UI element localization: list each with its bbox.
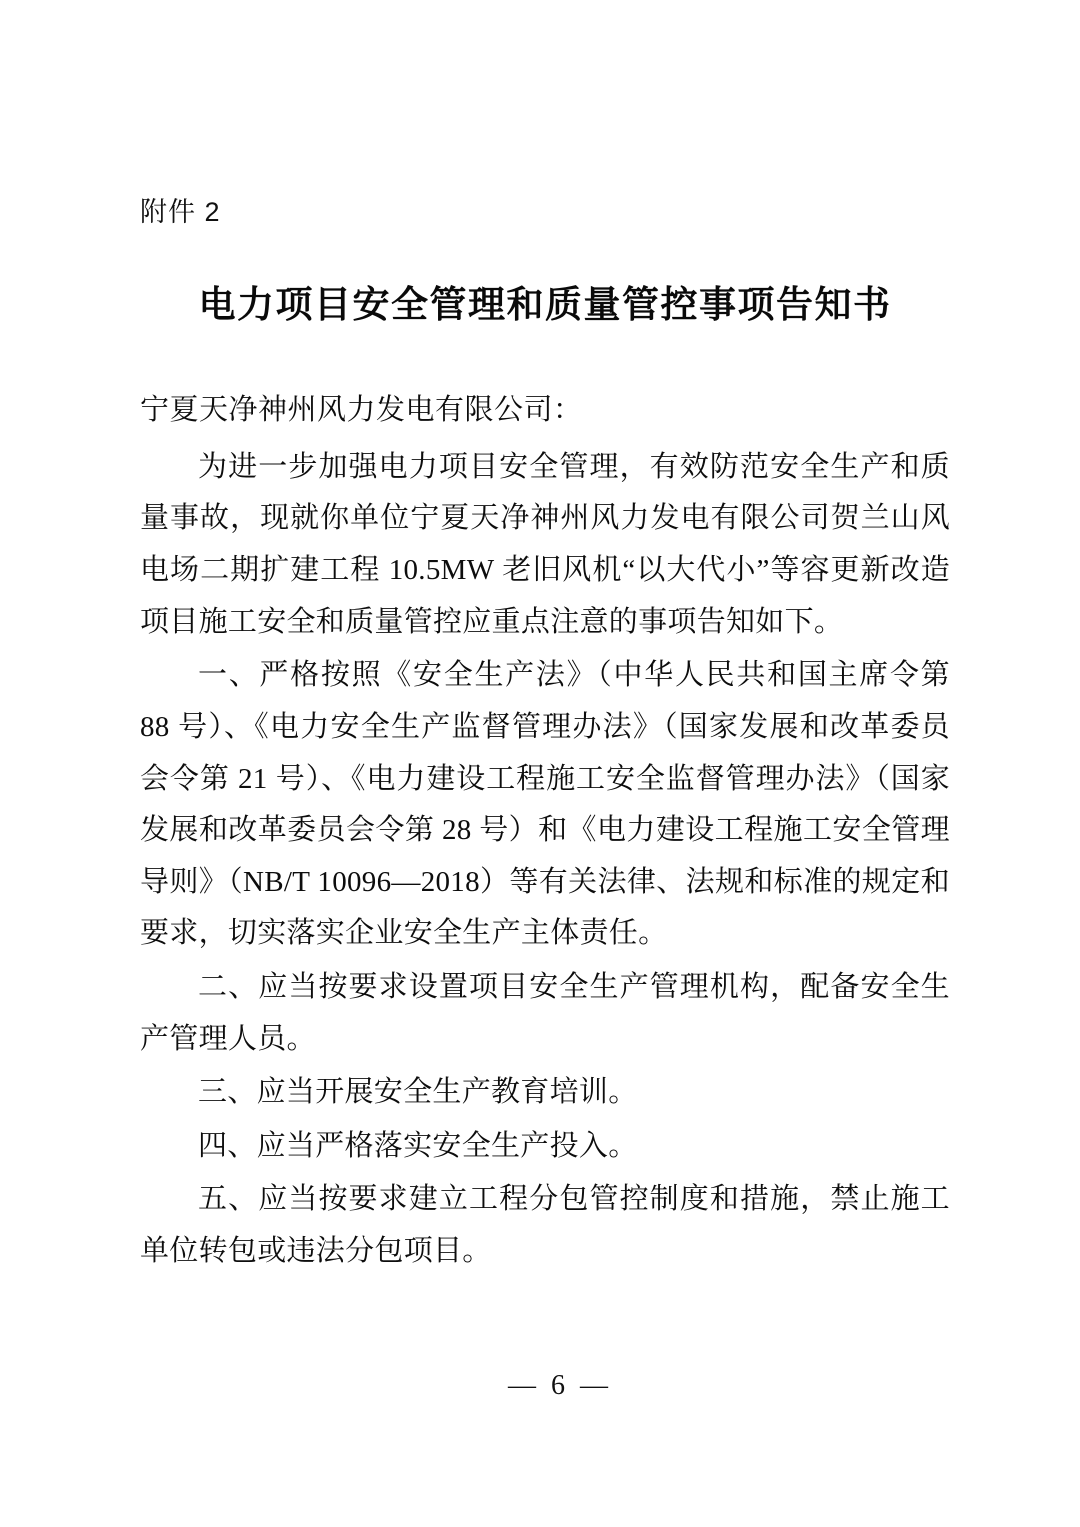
paragraph: 二、应当按要求设置项目安全生产管理机构，配备安全生产管理人员。	[140, 970, 950, 1055]
paragraph: 一、严格按照《安全生产法》（中华人民共和国主席令第 88 号）、《电力安全生产监督管理办法》（国家发展和改革委员会令第 21 号）、《电力建设工程施工安全监督管理办法》（国家发展和改革委员会令第 28 号）和《电力建设工程施工安全管理导则》（NB/T 10096—2018）等有关法律、法规和标准的规定和要求，切实落实企业安全生产主体责任。	[140, 659, 950, 950]
paragraph: 五、应当按要求建立工程分包管控制度和措施，禁止施工单位转包或违法分包项目。	[140, 1183, 950, 1267]
paragraph: 为进一步加强电力项目安全管理，有效防范安全生产和质量事故，现就你单位宁夏天净神州风力发电有限公司贺兰山风电场二期扩建工程 10.5MW 老旧风机“以大代小”等容更新改造项目施工安全和质量管控应重点注意的事项告知如下。	[140, 450, 950, 638]
document-body	[140, 190, 950, 1280]
paragraph: 四、应当严格落实安全生产投入。	[198, 1129, 638, 1162]
page-number: — 6 —	[508, 1370, 612, 1401]
paragraph: 三、应当开展安全生产教育培训。	[198, 1076, 638, 1109]
page-title: 电力项目安全管理和质量管控事项告知书	[198, 284, 892, 325]
attachment-label: 附件 2	[140, 197, 221, 227]
addressee-line: 宁夏天净神州风力发电有限公司：	[140, 394, 583, 427]
